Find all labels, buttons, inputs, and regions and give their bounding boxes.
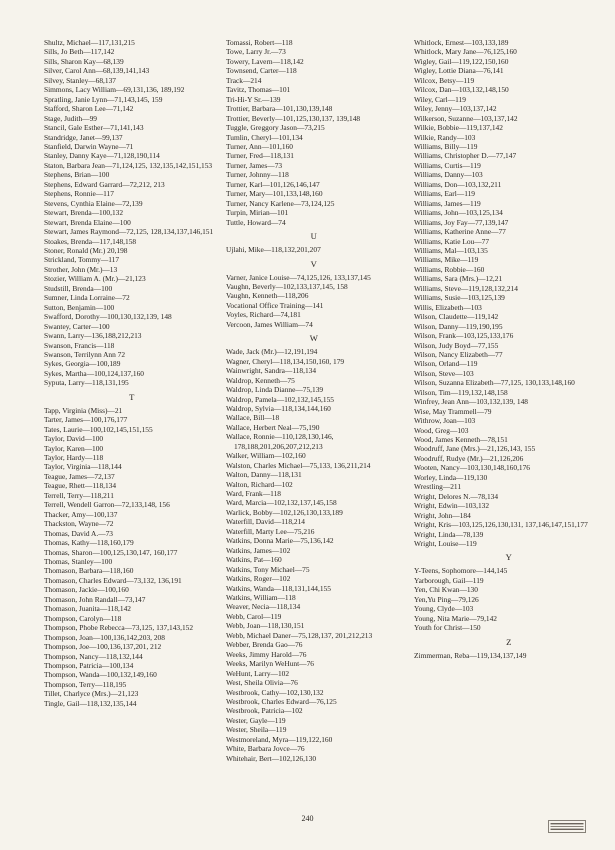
index-entry: Williams, Don—103,132,211 [414, 179, 502, 189]
index-entry: Wood, Greg—103 [414, 425, 469, 435]
index-entry: Thomas, Stanley—100 [44, 557, 113, 567]
index-entry: Williams, Katherine Anne—77 [414, 227, 506, 237]
index-entry: Vaughn, Kenneth—118,206 [226, 291, 309, 301]
index-entry: Taylor, Hardy—118 [44, 453, 104, 463]
index-entry: Stephens, Edward Garrard—72,212, 213 [44, 179, 165, 189]
index-entry: Weeks, Marilyn WeHunt—76 [226, 659, 314, 669]
index-entry: Zimmerman, Reba—119,134,137,149 [414, 650, 527, 660]
index-entry: Vercoon, James William—74 [226, 319, 313, 329]
index-entry: Worley, Linda—119,130 [414, 472, 488, 482]
index-entry: Teague, James—72,137 [44, 471, 115, 481]
index-entry: Wester, Gayle—119 [226, 715, 286, 725]
index-entry: Wilson, Steve—103 [414, 368, 474, 378]
index-entry: Williams, Christopher D.—77,147 [414, 151, 517, 161]
index-entry: Woodruff, Rudye (Mr.)—21,126,206 [414, 453, 524, 463]
index-entry: White, Barbara Jovce—76 [226, 744, 305, 754]
index-entry: Swanson, Francis—118 [44, 340, 115, 350]
index-entry: Warlick, Bobby—102,126,130,133,189 [226, 507, 343, 517]
index-entry: Turner, Ann—101,160 [226, 141, 293, 151]
index-entry: Watkins, Pat—160 [226, 555, 282, 565]
index-entry: Wilson, Suzanna Elizabeth—77,125, 130,133,148,160 [414, 378, 575, 388]
index-entry: Wilson, Tim—119,132,148,158 [414, 387, 508, 397]
index-entry: Turner, Nancy Karlene—73,124,125 [226, 198, 335, 208]
index-entry: Silver, Carol Ann—68,139,141,143 [44, 66, 150, 76]
section-letter: V [310, 258, 318, 269]
index-column-2 [226, 38, 402, 763]
index-entry: Wright, Louise—119 [414, 539, 477, 549]
index-entry: Westmoreland, Myra—119,122,160 [226, 734, 333, 744]
index-entry: Wright, Delores N.—78,134 [414, 491, 499, 501]
index-entry: Thomason, John Randall—73,147 [44, 594, 146, 604]
index-entry: Stoner, Ronald (Mr.) 20,198 [44, 245, 128, 255]
index-entry: Strother, John (Mr.)—13 [44, 264, 118, 274]
index-entry: Tarter, James—100,176,177 [44, 415, 128, 425]
index-entry: Weeks, Jimmy Harold—76 [226, 649, 307, 659]
index-entry: Thomas, Kathy—118,160,179 [44, 538, 134, 548]
section-letter: Y [505, 552, 513, 563]
index-entry: West, Sheila Olivia—76 [226, 678, 298, 688]
index-entry: Waldrop, Kenneth—75 [226, 375, 295, 385]
index-entry: Yen, Chi Kwan—130 [414, 585, 478, 595]
index-entry: Thacker, Amy—100,137 [44, 509, 118, 519]
index-entry: Williams, Earl—119 [414, 189, 476, 199]
index-entry: Strickland, Tommy—117 [44, 255, 120, 265]
index-entry: Tillet, Charlyce (Mrs.)—21,123 [44, 689, 139, 699]
index-entry: Waldrop, Pamela—102,132,145,155 [226, 394, 334, 404]
index-entry: Taylor, Virginia—118,144 [44, 462, 122, 472]
index-entry: Webb, Michael Daner—75,128,137, 201,212,213 [226, 630, 373, 640]
index-entry: Wiley, Carl—119 [414, 94, 466, 104]
index-entry: Westbrook, Cathy—102,130,132 [226, 687, 324, 697]
index-entry: Wise, May Trammell—79 [414, 406, 492, 416]
index-entry: Swann, Larry—136,188,212,213 [44, 331, 142, 341]
index-entry: Walton, Danny—118,131 [226, 470, 302, 480]
index-entry: Woodruff, Jane (Mrs.)—21,126,143, 155 [414, 444, 536, 454]
index-entry: Thackston, Wayne—72 [44, 519, 114, 529]
index-entry: Williams, Curtis—119 [414, 160, 481, 170]
index-entry: Whitlock, Ernest—103,133,189 [414, 38, 509, 47]
index-entry: Y-Teens, Sophomore—144,145 [414, 566, 508, 576]
index-entry: Thomason, Jackie—100,160 [44, 585, 129, 595]
index-entry: Thomas, David A.—73 [44, 528, 113, 538]
index-entry: Weaver, Necia—118,134 [226, 602, 301, 612]
index-entry: Sykes, Georgia—100,189 [44, 359, 121, 369]
index-entry: Wagner, Cheryl—118,134,150,160, 179 [226, 356, 345, 366]
index-entry: Ujlahi, Mike—118,132,201,207 [226, 245, 321, 255]
index-entry: Tuttle, Howard—74 [226, 217, 286, 227]
index-entry: Sykes, Martha—100,124,137,160 [44, 368, 144, 378]
index-entry: Wallace, Ronnie—110,128,130,146, 178,188,201,206,207,212,213 [226, 432, 334, 451]
index-entry: WeHunt, Larry—102 [226, 668, 290, 678]
index-entry: Wainwright, Sandra—118,134 [226, 366, 317, 376]
index-entry: Wallace, Herbert Neal—75,190 [226, 422, 320, 432]
index-entry: Simmons, Lacy William—69,131,136, 189,192 [44, 85, 185, 95]
index-entry: Thomason, Charles Edward—73,132, 136,191 [44, 575, 182, 585]
index-entry: Wooten, Nancy—103,130,148,160,176 [414, 463, 530, 473]
index-entry: Wilson, Orland—119 [414, 359, 478, 369]
index-entry: Sills, Sharon Kay—68,139 [44, 56, 124, 66]
index-entry: Williams, James—119 [414, 198, 481, 208]
index-entry: Wilcox, Betsy—119 [414, 75, 475, 85]
index-entry: Thomas, Sharon—100,125,130,147, 160,177 [44, 547, 178, 557]
index-entry: Vocational Office Training—141 [226, 300, 324, 310]
index-entry: Wright, Edwin—103,132 [414, 501, 490, 511]
index-entry: Wood, James Kenneth—78,151 [414, 435, 508, 445]
index-entry: Yen,Yu Ping—79,126 [414, 594, 479, 604]
index-entry: Williams, Billy—119 [414, 141, 478, 151]
index-entry: Watkins, Donna Marie—75,136,142 [226, 536, 334, 546]
index-entry: Townsend, Carter—118 [226, 66, 297, 76]
index-entry: Willis, Elizabeth—103 [414, 302, 482, 312]
index-entry: Stephens, Ronnie—117 [44, 189, 114, 199]
index-entry: Thompson, Carolyn—118 [44, 613, 122, 623]
index-entry: Williams, Danny—103 [414, 170, 483, 180]
index-entry: Stafford, Sharon Lee—71,142 [44, 104, 134, 114]
index-entry: Whitlock, Mary Jane—76,125,160 [414, 47, 517, 57]
index-entry: Young, Nita Marie—79,142 [414, 613, 498, 623]
index-entry: Turner, Karl—101,126,146,147 [226, 179, 320, 189]
index-entry: Wilkerson, Suzanne—103,137,142 [414, 113, 518, 123]
index-entry: Waterfill, David—118,214 [226, 517, 305, 527]
index-entry: Tri-Hi-Y Sr.—139 [226, 94, 281, 104]
index-entry: Wilkie, Bobbie—119,137,142 [414, 123, 503, 133]
index-entry: Watkins, James—102 [226, 545, 291, 555]
index-entry: Stancil, Gale Esther—71,141,143 [44, 123, 144, 133]
index-entry: Thomason, Barbara—118,160 [44, 566, 134, 576]
index-entry: Tomassi, Robert—118 [226, 38, 293, 47]
index-entry: Spratling, Janie Lynn—71,143,145, 159 [44, 94, 163, 104]
index-entry: Youth for Christ—150 [414, 623, 481, 633]
index-entry: Teague, Rhett—118,134 [44, 481, 117, 491]
index-entry: Winfrey, Jean Ann—103,132,139, 148 [414, 397, 528, 407]
index-entry: Whitehair, Bert—102,126,130 [226, 753, 317, 763]
index-entry: Track—214 [226, 75, 262, 85]
index-entry: Towery, Lavern—118,142 [226, 56, 304, 66]
index-entry: Williams, Katie Lou—77 [414, 236, 490, 246]
index-entry: Thompson, Joe—100,136,137,201, 212 [44, 642, 162, 652]
index-entry: Trottier, Beverly—101,125,130,137, 139,148 [226, 113, 361, 123]
index-entry: Wright, John—184 [414, 510, 471, 520]
index-entry: Thompson, Wanda—100,132,149,160 [44, 670, 157, 680]
index-entry: Walston, Charles Michael—75,133, 136,211,214 [226, 460, 371, 470]
index-entry: Swafford, Dorothy—100,130,132,139, 148 [44, 312, 172, 322]
index-entry: Stewart, Brenda Elaine—100 [44, 217, 131, 227]
index-entry: Stanfield, Darwin Wayne—71 [44, 141, 134, 151]
index-entry: Syputa, Larry—118,131,195 [44, 378, 129, 388]
index-entry: Wilson, Judy Boyd—77,155 [414, 340, 499, 350]
index-entry: Tumlin, Cheryl—101,134 [226, 132, 303, 142]
section-letter: T [129, 391, 135, 402]
index-entry: Stevens, Cynthia Elaine—72,139 [44, 198, 143, 208]
index-entry: Wiley, Jenny—103,137,142 [414, 104, 497, 114]
index-entry: Tavitz, Thomas—101 [226, 85, 291, 95]
index-entry: Ward, Marcia—102,132,137,145,158 [226, 498, 337, 508]
index-entry: Waldrop, Sylvia—118,134,144,160 [226, 403, 331, 413]
index-entry: Stozier, William A. (Mr.)—21,123 [44, 274, 146, 284]
index-entry: Thompson, Patricia—100,134 [44, 661, 134, 670]
index-entry: Vaughn, Beverly—102,133,137,145, 158 [226, 281, 348, 291]
index-entry: Williams, Sara (Mrs.)—12,21 [414, 274, 503, 284]
index-entry: Williams, Joy Fay—77,139,147 [414, 217, 509, 227]
section-letter: U [310, 231, 318, 242]
index-entry: Tates, Laurie—100,102,145,151,155 [44, 424, 153, 434]
index-entry: Voyles, Richard—74,181 [226, 310, 301, 320]
index-entry: Young, Clyde—103 [414, 604, 474, 614]
index-entry: Wilcox, Dan—103,132,148,150 [414, 85, 509, 95]
index-entry: Wilson, Nancy Elizabeth—77 [414, 349, 503, 359]
index-entry: Webb, Joan—118,130,151 [226, 621, 305, 631]
index-entry: Trottier, Barbara—101,130,139,148 [226, 104, 333, 114]
index-entry: Stephens, Brian—100 [44, 170, 110, 180]
index-entry: Stewart, James Raymond—72,125, 128,134,137,146,151 [44, 227, 214, 237]
index-entry: Tuggle, Greggory Jason—73,215 [226, 123, 325, 133]
index-entry: Sills, Jo Beth—117,142 [44, 47, 115, 57]
index-entry: Stage, Judith—99 [44, 113, 97, 123]
index-entry: Stanley, Danny Kaye—71,128,190,114 [44, 151, 160, 161]
index-entry: Williams, John—103,125,134 [414, 208, 503, 218]
index-entry: Wallace, Bill—18 [226, 413, 280, 423]
index-entry: Wilson, Claudette—119,142 [414, 312, 499, 322]
section-letter: W [309, 333, 319, 344]
index-entry: Thompson, Terry—118,195 [44, 679, 127, 689]
index-entry: Thompson, Joan—100,136,142,203, 208 [44, 632, 165, 642]
index-entry: Stewart, Brenda—100,132 [44, 208, 124, 218]
index-column-3 [414, 38, 604, 660]
index-entry: Wrestling—211 [414, 482, 462, 492]
index-entry: Wigley, Gail—119,122,150,160 [414, 56, 509, 66]
index-entry: Ward, Frank—118 [226, 489, 281, 499]
index-entry: Wright, Kris—103,125,126,130,131, 137,146,147,151,177 [414, 520, 588, 530]
index-entry: Wilson, Frank—103,125,133,176 [414, 331, 514, 341]
index-entry: Tingle, Gail—118,132,135,144 [44, 698, 137, 708]
index-entry: Wilson, Danny—119,190,195 [414, 321, 503, 331]
index-entry: Varner, Janice Louise—74,125,126, 133,137,145 [226, 272, 371, 282]
index-entry: Towe, Larry Jr.—73 [226, 47, 286, 57]
index-entry: Turpin, Mirian—101 [226, 208, 289, 218]
index-entry: Westbrook, Patricia—102 [226, 706, 303, 716]
index-entry: Terrell, Terry—118,211 [44, 490, 114, 500]
index-entry: Stoakes, Brenda—117,148,158 [44, 236, 137, 246]
index-entry: Terrell, Wendell Garron—72,133,148, 156 [44, 500, 170, 510]
index-entry: Sumner, Linda Lorraine—72 [44, 293, 130, 303]
index-entry: Watkins, Tony Michael—75 [226, 564, 310, 574]
index-entry: Waldrop, Linda Dianne—75,139 [226, 385, 324, 395]
index-entry: Watkins, William—118 [226, 593, 296, 603]
index-entry: Taylor, Karen—100 [44, 443, 104, 453]
index-entry: Studstill, Brenda—100 [44, 283, 113, 293]
index-entry: Staton, Barbara Jean—71,124,125, 132,135,142,151,153 [44, 160, 213, 170]
index-entry: Thomason, Juanita—118,142 [44, 604, 131, 614]
index-entry: Silvey, Stanley—68,137 [44, 75, 116, 85]
index-entry: Watkins, Roger—102 [226, 574, 291, 584]
index-entry: Wade, Jack (Mr.)—12,191,194 [226, 347, 318, 357]
index-entry: Webber, Brenda Gao—76 [226, 640, 303, 650]
index-column-1 [44, 38, 220, 708]
index-entry: Swantey, Carter—100 [44, 321, 110, 331]
index-entry: Wester, Sheila—119 [226, 725, 287, 735]
index-entry: Williams, Mike—119 [414, 255, 479, 265]
index-entry: Walton, Richard—102 [226, 479, 293, 489]
index-entry: Turner, Mary—101,133,148,160 [226, 189, 323, 199]
index-entry: Shultz, Michael—117,131,215 [44, 38, 135, 47]
index-entry: Tapp, Virginia (Miss)—21 [44, 405, 123, 415]
index-entry: Williams, Mal—103,135 [414, 245, 488, 255]
index-entry: Sutton, Benjamin—100 [44, 302, 115, 312]
page-number: 240 [301, 814, 314, 823]
index-entry: Yarborough, Gail—119 [414, 575, 484, 585]
index-entry: Turner, James—73 [226, 160, 283, 170]
index-entry: Turner, Johnny—118 [226, 170, 289, 180]
index-entry: Wilkie, Randy—103 [414, 132, 476, 142]
index-entry: Waterfill, Marty Lee—75,216 [226, 526, 315, 536]
index-entry: Turner, Fred—118,131 [226, 151, 294, 161]
index-entry: Taylor, David—100 [44, 434, 104, 444]
index-entry: Williams, Steve—119,128,132,214 [414, 283, 518, 293]
index-entry: Williams, Robbie—160 [414, 264, 485, 274]
index-entry: Withrow, Joan—103 [414, 416, 476, 426]
index-entry: Westbrook, Charles Edward—76,125 [226, 697, 337, 706]
index-entry: Walker, William—102,160 [226, 451, 306, 461]
index-entry: Thompson, Phobe Rebecca—73,125, 137,143,152 [44, 623, 194, 633]
index-entry: Webb, Carol—119 [226, 611, 282, 621]
index-entry: Swanson, Terrilynn Ann 72 [44, 349, 126, 359]
index-entry: Watkins, Wanda—118,131,144,155 [226, 583, 331, 593]
index-entry: Williams, Susie—103,125,139 [414, 293, 505, 303]
index-entry: Wright, Linda—78,139 [414, 529, 484, 539]
index-entry: Thompson, Nancy—118,132,144 [44, 651, 143, 661]
index-entry: Wigley, Lottie Diana—76,141 [414, 66, 504, 76]
index-entry: Standridge, Janet—99,137 [44, 132, 123, 142]
section-letter: Z [506, 636, 512, 647]
printer-imprint-logo [548, 820, 586, 833]
